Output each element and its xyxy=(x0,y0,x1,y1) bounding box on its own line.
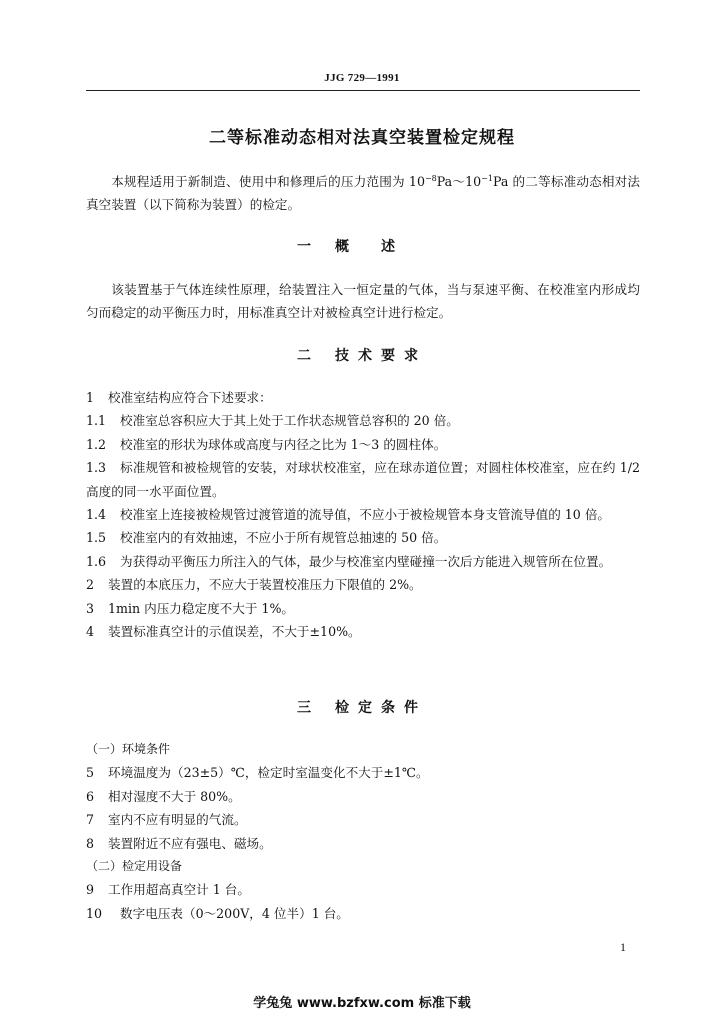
item-number: 4 xyxy=(86,624,95,640)
footer-watermark: 学兔兔 www.bzfxw.com 标准下载 xyxy=(253,996,471,1011)
section-3-number: 三 xyxy=(297,700,311,716)
item-text: 工作用超高真空计 1 台。 xyxy=(108,882,250,898)
list-item xyxy=(86,832,640,855)
item-number: 7 xyxy=(86,812,95,828)
intro-text-3: Pa 的二等标准动态相对法真空装置（以下简称为装置）的检定。 xyxy=(86,174,641,212)
item-text: 1min 内压力稳定度不大于 1%。 xyxy=(108,600,295,616)
section-2-number: 二 xyxy=(297,348,311,364)
item-number: 9 xyxy=(86,882,95,898)
section-1-paragraph: 该装置基于气体连续性原理，给装置注入一恒定量的气体，当与泵速平衡、在校准室内形成均匀而稳定的动平衡压力时，用标准真空计对被检真空计进行检定。 xyxy=(86,282,640,320)
section-1-title: 概述 xyxy=(335,239,427,255)
list-item xyxy=(86,573,640,596)
item-number: 1.5 xyxy=(86,530,107,546)
item-number: 1.3 xyxy=(86,460,107,476)
item-text: 校准室的形状为球体或高度与内径之比为 1～3 的圆柱体。 xyxy=(120,436,447,452)
item-number: 5 xyxy=(86,765,95,781)
section-3-heading xyxy=(0,697,724,717)
subsection-heading: （一）环境条件 xyxy=(86,742,171,756)
intro-exponent-1: −8 xyxy=(424,174,437,183)
standard-code: JJG 729—1991 xyxy=(324,72,400,84)
item-number: 1.4 xyxy=(86,507,107,523)
list-item xyxy=(86,902,640,925)
intro-text-1: 本规程适用于新制造、使用中和修理后的压力范围为 10 xyxy=(111,174,425,189)
section-2-heading xyxy=(0,345,724,365)
item-number: 8 xyxy=(86,835,95,851)
list-item xyxy=(86,433,640,456)
header-rule xyxy=(86,90,640,91)
item-number: 1.1 xyxy=(86,413,107,429)
list-item xyxy=(86,456,640,503)
list-item xyxy=(86,550,640,573)
item-number: 1 xyxy=(86,390,95,405)
item-text: 室内不应有明显的气流。 xyxy=(108,812,247,828)
list-item xyxy=(86,503,640,526)
section-2-list xyxy=(86,386,640,643)
page-number: 1 xyxy=(620,940,626,954)
list-item xyxy=(86,761,640,784)
item-text: 装置的本底压力，不应大于装置校准压力下限值的 2%。 xyxy=(108,577,422,593)
list-item xyxy=(86,526,640,549)
item-text: 校准室上连接被检规管过渡管道的流导值，不应小于被检规管本身支管流导值的 10 倍。 xyxy=(120,507,611,523)
list-item xyxy=(86,808,640,831)
section-1-heading xyxy=(0,236,724,256)
item-number: 1.6 xyxy=(86,553,107,569)
item-text: 环境温度为（23±5）℃，检定时室温变化不大于±1℃。 xyxy=(108,765,429,781)
section-3-list xyxy=(86,738,640,925)
section-2-title: 技术要求 xyxy=(335,348,427,364)
item-text: 相对湿度不大于 80%。 xyxy=(108,788,241,804)
item-text: 装置标准真空计的示值误差，不大于±10%。 xyxy=(108,624,361,640)
item-text: 数字电压表（0～200V，4 位半）1 台。 xyxy=(120,905,349,921)
list-item xyxy=(86,409,640,432)
item-text: 标准规管和被检规管的安装，对球状校准室，应在球赤道位置；对圆柱体校准室，应在约 1/2 高度的同一水平面位置。 xyxy=(86,460,640,499)
item-number: 1.2 xyxy=(86,436,107,452)
item-number: 3 xyxy=(86,600,95,616)
section-3-title: 检定条件 xyxy=(335,700,427,716)
intro-text-2: Pa～10 xyxy=(436,174,482,189)
document-title: 二等标准动态相对法真空装置检定规程 xyxy=(209,128,515,148)
item-text: 校准室内的有效抽速，不应小于所有规管总抽速的 50 倍。 xyxy=(120,530,447,546)
item-number: 6 xyxy=(86,788,95,804)
item-text: 校准室总容积应大于其上处于工作状态规管总容积的 20 倍。 xyxy=(120,413,459,429)
intro-exponent-2: −1 xyxy=(481,174,493,183)
list-item xyxy=(86,878,640,901)
list-item xyxy=(86,386,640,409)
item-number: 2 xyxy=(86,577,95,593)
item-number: 10 xyxy=(86,905,103,921)
list-item xyxy=(86,785,640,808)
list-item xyxy=(86,597,640,620)
item-text: 为获得动平衡压力所注入的气体，最少与校准室内壁碰撞一次后方能进入规管所在位置。 xyxy=(120,553,612,569)
item-text: 校准室结构应符合下述要求： xyxy=(108,390,272,405)
section-1-number: 一 xyxy=(297,239,311,255)
item-text: 装置附近不应有强电、磁场。 xyxy=(108,835,272,851)
subsection-heading: （二）检定用设备 xyxy=(86,859,183,874)
intro-paragraph xyxy=(86,170,640,216)
list-item xyxy=(86,620,640,643)
